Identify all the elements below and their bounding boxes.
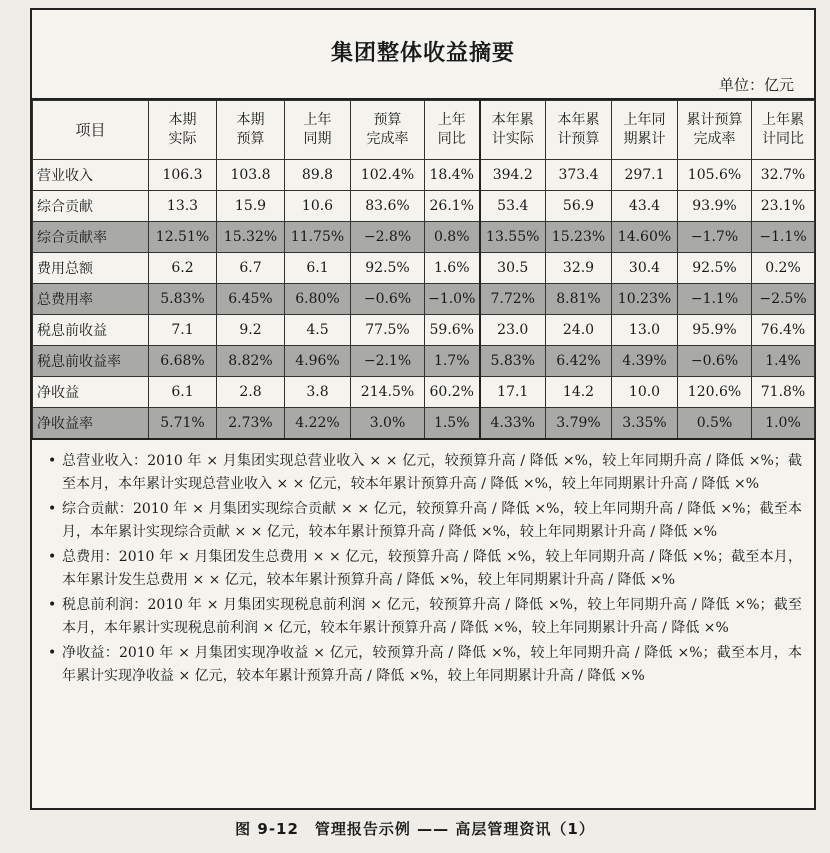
table-cell: 6.80% [285,284,351,315]
table-cell: 0.5% [678,408,752,440]
table-cell: 5.71% [149,408,217,440]
column-header: 本年累 计预算 [546,101,612,160]
table-cell: 5.83% [480,346,546,377]
table-cell: 10.23% [612,284,678,315]
table-cell: −0.6% [678,346,752,377]
table-cell: 15.9 [217,191,285,222]
table-cell: 10.0 [612,377,678,408]
table-cell: 7.1 [149,315,217,346]
table-cell: 373.4 [546,160,612,191]
table-cell: 30.5 [480,253,546,284]
row-label: 总费用率 [33,284,149,315]
table-cell: 6.1 [149,377,217,408]
table-cell: 24.0 [546,315,612,346]
table-cell: −1.1% [678,284,752,315]
row-label: 净收益率 [33,408,149,440]
bullet-icon: • [48,501,57,517]
table-cell: 18.4% [425,160,480,191]
table-cell: 93.9% [678,191,752,222]
table-cell: 3.35% [612,408,678,440]
table-cell: 2.73% [217,408,285,440]
table-row [33,284,815,315]
table-row [33,191,815,222]
column-header: 本年累 计实际 [480,101,546,160]
table-cell: 15.23% [546,222,612,253]
table-cell: 17.1 [480,377,546,408]
row-label: 营业收入 [33,160,149,191]
table-cell: −1.7% [678,222,752,253]
table-cell: 6.45% [217,284,285,315]
table-cell: 6.1 [285,253,351,284]
report-panel [30,8,816,810]
table-cell: 6.2 [149,253,217,284]
table-cell: 13.0 [612,315,678,346]
table-body [33,160,815,440]
table-cell: 92.5% [678,253,752,284]
bullet-icon: • [48,597,57,613]
table-cell: 95.9% [678,315,752,346]
bullet-icon: • [48,453,57,469]
note-item [48,594,802,640]
row-label: 净收益 [33,377,149,408]
table-cell: −1.0% [425,284,480,315]
table-row [33,377,815,408]
table-cell: 83.6% [351,191,425,222]
table-cell: 4.33% [480,408,546,440]
table-cell: 77.5% [351,315,425,346]
notes-list [32,440,814,688]
column-header: 上年同 期累计 [612,101,678,160]
title-area [32,10,814,100]
table-cell: 120.6% [678,377,752,408]
table-cell: 32.9 [546,253,612,284]
table-cell: 105.6% [678,160,752,191]
table-cell: 102.4% [351,160,425,191]
bullet-icon: • [48,549,57,565]
unit-label: 单位：亿元 [718,76,794,94]
note-item [48,498,802,544]
table-cell: 7.72% [480,284,546,315]
table-cell: 3.79% [546,408,612,440]
row-label: 综合贡献 [33,191,149,222]
column-header: 累计预算 完成率 [678,101,752,160]
table-cell: 14.2 [546,377,612,408]
table-cell: 12.51% [149,222,217,253]
table-cell: 26.1% [425,191,480,222]
table-cell: −2.5% [752,284,815,315]
table-cell: 30.4 [612,253,678,284]
row-label: 费用总额 [33,253,149,284]
note-item [48,546,802,592]
table-cell: 4.5 [285,315,351,346]
table-cell: 60.2% [425,377,480,408]
table-cell: 9.2 [217,315,285,346]
column-header: 预算 完成率 [351,101,425,160]
table-cell: −2.8% [351,222,425,253]
table-cell: 76.4% [752,315,815,346]
table-cell: 8.81% [546,284,612,315]
table-cell: 23.0 [480,315,546,346]
table-row [33,315,815,346]
table-cell: 13.55% [480,222,546,253]
table-row [33,346,815,377]
table-cell: 92.5% [351,253,425,284]
note-text: 税息前利润：2010 年 × 月集团实现税息前利润 × 亿元，较预算升高 / 降低 ×%，较上年同期升高 / 降低 ×%；截至本月，本年累计实现税息前利润 × 亿元，较本年累计预算升高 / 降低 ×%，较上年同期累计升高 / 降低 ×% [62,597,802,636]
bullet-icon: • [48,645,57,661]
table-cell: 214.5% [351,377,425,408]
note-text: 总费用：2010 年 × 月集团发生总费用 × × 亿元，较预算升高 / 降低 ×%，较上年同期升高 / 降低 ×%；截至本月，本年累计发生总费用 × × 亿元，较本年累计预算升高 / 降低 ×%，较上年同期累计升高 / 降低 ×% [62,549,802,588]
table-cell: 32.7% [752,160,815,191]
summary-table [32,100,815,440]
table-cell: 6.7 [217,253,285,284]
table-cell: 13.3 [149,191,217,222]
column-header: 上年 同比 [425,101,480,160]
figure-caption: 图 9-12 管理报告示例 —— 高层管理资讯（1） [235,820,595,838]
column-header: 上年累 计同比 [752,101,815,160]
column-header: 本期 预算 [217,101,285,160]
note-item [48,642,802,688]
table-cell: 4.22% [285,408,351,440]
table-cell: −1.1% [752,222,815,253]
table-cell: 89.8 [285,160,351,191]
table-cell: 3.8 [285,377,351,408]
table-cell: 1.4% [752,346,815,377]
row-label: 税息前收益 [33,315,149,346]
table-cell: 59.6% [425,315,480,346]
note-item [48,450,802,496]
table-cell: 10.6 [285,191,351,222]
table-cell: −2.1% [351,346,425,377]
table-cell: −0.6% [351,284,425,315]
table-cell: 1.5% [425,408,480,440]
column-header: 上年 同期 [285,101,351,160]
table-cell: 71.8% [752,377,815,408]
table-row [33,408,815,440]
table-cell: 1.0% [752,408,815,440]
table-row [33,222,815,253]
table-cell: 43.4 [612,191,678,222]
table-row [33,160,815,191]
table-cell: 56.9 [546,191,612,222]
table-cell: 3.0% [351,408,425,440]
note-text: 综合贡献：2010 年 × 月集团实现综合贡献 × × 亿元，较预算升高 / 降低 ×%，较上年同期升高 / 降低 ×%；截至本月，本年累计实现综合贡献 × × 亿元，较本年累计预算升高 / 降低 ×%，较上年同期累计升高 / 降低 ×% [62,501,802,540]
row-label: 综合贡献率 [33,222,149,253]
row-label: 税息前收益率 [33,346,149,377]
column-header: 项目 [33,101,149,160]
table-cell: 6.42% [546,346,612,377]
table-header-row [33,101,815,160]
table-cell: 8.82% [217,346,285,377]
table-cell: 106.3 [149,160,217,191]
table-cell: 11.75% [285,222,351,253]
table-cell: 14.60% [612,222,678,253]
table-cell: 4.39% [612,346,678,377]
note-text: 总营业收入：2010 年 × 月集团实现总营业收入 × × 亿元，较预算升高 / 降低 ×%，较上年同期升高 / 降低 ×%；截至本月，本年累计实现总营业收入 × × 亿元，较本年累计预算升高 / 降低 ×%，较上年同期累计升高 / 降低 ×% [62,453,802,492]
table-cell: 297.1 [612,160,678,191]
table-cell: 103.8 [217,160,285,191]
table-cell: 6.68% [149,346,217,377]
table-cell: 0.8% [425,222,480,253]
table-cell: 2.8 [217,377,285,408]
table-cell: 4.96% [285,346,351,377]
note-text: 净收益：2010 年 × 月集团实现净收益 × 亿元，较预算升高 / 降低 ×%，较上年同期升高 / 降低 ×%；截至本月，本年累计实现净收益 × 亿元，较本年累计预算升高 / 降低 ×%，较上年同期累计升高 / 降低 ×% [62,645,802,684]
table-cell: 394.2 [480,160,546,191]
table-cell: 0.2% [752,253,815,284]
table-row [33,253,815,284]
table-cell: 1.6% [425,253,480,284]
column-header: 本期 实际 [149,101,217,160]
table-cell: 15.32% [217,222,285,253]
table-cell: 53.4 [480,191,546,222]
table-cell: 5.83% [149,284,217,315]
table-cell: 1.7% [425,346,480,377]
table-cell: 23.1% [752,191,815,222]
report-title: 集团整体收益摘要 [330,41,515,66]
